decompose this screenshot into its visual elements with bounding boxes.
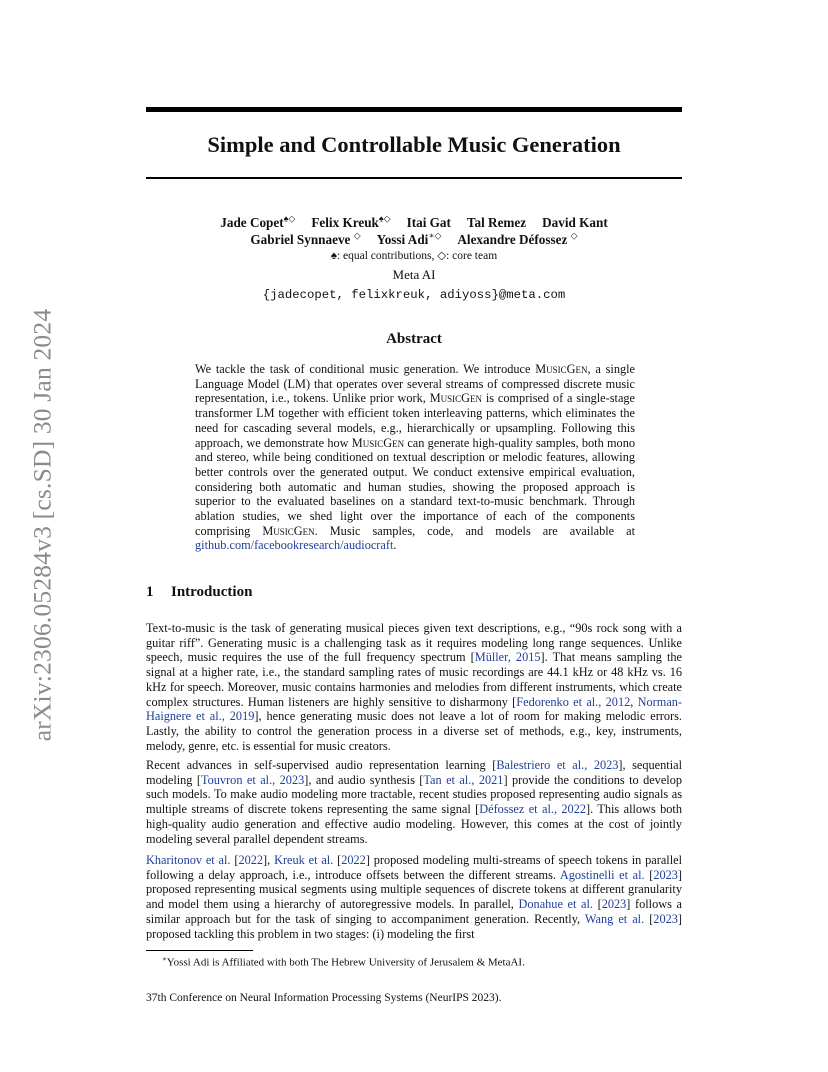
model-name: MusicGen [351,435,405,450]
citation-link[interactable]: 2023 [653,867,678,882]
intro-paragraph-2: Recent advances in self-supervised audio representation learning [Balestriero et al., 2023], sequential modeling [Touvron et al., 2023], and audio synthesis [Tan et al., 2021] provide the conditions to develop such models. To make audio modeling more tractable, recent studies proposed representing audio signals as multiple streams of discrete tokens representing the same signal [Défossez et al., 2022]. This allows both high-quality audio generation and effective audio modeling. However, this comes at the cost of jointly modeling several parallel dependent streams. [146,758,682,846]
citation-link[interactable]: Tan et al., 2021 [423,772,504,787]
paper-title: Simple and Controllable Music Generation [207,132,621,157]
abstract-heading: Abstract [386,331,442,347]
citation-link[interactable]: Défossez et al., 2022 [479,802,587,817]
title-bottom-rule [146,177,682,179]
citation-link[interactable]: 2022 [238,853,264,867]
author: David Kant [542,215,608,230]
model-name: MusicGen [429,391,483,406]
footnote-mark: ∗ [162,955,167,963]
section-number: 1 [146,584,154,600]
title-top-rule [146,107,682,112]
audiocraft-link[interactable]: github.com/facebookresearch/audiocraft [195,538,394,553]
arxiv-identifier-sidebar [22,295,62,755]
author-block [146,214,682,304]
author: Yossi Adi∗◇ [376,230,442,247]
section-heading-introduction [146,584,252,601]
author: Felix Kreuk♠◇ [311,213,391,230]
citation-link[interactable]: 2023 [601,897,627,912]
citation-link[interactable]: Müller, 2015 [474,650,541,665]
contribution-note: ♠: equal contributions, ◇: core team [330,250,498,262]
citation-link[interactable]: Kharitonov et al. [146,853,231,867]
model-name: MusicGen [262,523,315,538]
section-title: Introduction [171,584,253,600]
author-line-2 [146,231,682,248]
citation-link[interactable]: 2023 [653,911,678,926]
affiliation: Meta AI [392,267,436,282]
arxiv-identifier: arXiv:2306.05284v3 [cs.SD] 30 Jan 2024 [27,308,56,742]
author: Tal Remez [466,215,527,230]
citation-link[interactable]: Kreuk et al. [274,853,334,867]
author: Alexandre Défossez ◇ [457,230,578,247]
citation-link[interactable]: Norman-Haignere et al., 2019 [146,694,683,724]
footnote: ∗Yossi Adi is Affiliated with both The Hebrew University of Jerusalem & MetaAI. [162,955,525,969]
citation-link[interactable]: Fedorenko et al., 2012 [516,694,631,709]
intro-paragraph-3: Kharitonov et al. [2022], Kreuk et al. [2022] proposed modeling multi-streams of speech tokens in parallel following a delay approach, i.e., introduce offsets between the different streams. Agostinelli et al. [2023] proposed representing musical segments using multiple sequences of discrete tokens at different granularity and model them using a hierarchy of autoregressive models. In parallel, Donahue et al. [2023] follows a similar approach but for the task of singing to accompaniment generation. Recently, Wang et al. [2023] proposed tackling this problem in two stages: (i) modeling the first [146,853,683,941]
citation-link[interactable]: Agostinelli et al. [559,867,645,882]
citation-link[interactable]: Touvron et al., 2023 [200,772,305,787]
author: Gabriel Synnaeve ◇ [250,230,361,247]
citation-link[interactable]: 2022 [341,853,366,867]
abstract-text: We tackle the task of conditional music generation. We introduce MusicGen, a single Language Model (LM) that operates over several streams of compressed discrete music representation, i.e., tokens. Unlike prior work, MusicGen is comprised of a single-stage transformer LM together with efficient token interleaving patterns, which eliminates the need for cascading several models, e.g., hierarchically or upsampling. Following this approach, we demonstrate how MusicGen can generate high-quality samples, both mono and stereo, while being conditioned on textual description or melodic features, allowing better controls over the generated output. We conduct extensive empirical evaluation, considering both automatic and human studies, showing the proposed approach is superior to the evaluated baselines on a standard text-to-music benchmark. Through ablation studies, we shed light over the importance of each of the components comprising MusicGen. Music samples, code, and models are available at github.com/facebookresearch/audiocraft. [195,362,636,553]
model-name: MusicGen [535,362,588,376]
conference-note: 37th Conference on Neural Information Processing Systems (NeurIPS 2023). [146,992,502,1004]
citation-link[interactable]: Donahue et al. [518,897,593,912]
author: Itai Gat [406,215,451,230]
author-email: {jadecopet, felixkreuk, adiyoss}@meta.com [262,288,566,302]
author: Jade Copet♠◇ [220,213,296,230]
citation-link[interactable]: Balestriero et al., 2023 [496,758,619,772]
citation-link[interactable]: Wang et al. [584,911,645,926]
intro-paragraph-1: Text-to-music is the task of generating musical pieces given text descriptions, e.g., “90s rock song with a guitar riff”. Generating music is a challenging task as it requires modeling long range sequences. Unlike speech, music requires the use of the full frequency spectrum [Müller, 2015]. That means sampling the signal at a higher rate, i.e., the standard sampling rates of music recordings are 44.1 kHz or 48 kHz vs. 16 kHz for speech. Moreover, music contains harmonies and melodies from different instruments, which create complex structures. Human listeners are highly sensitive to disharmony [Fedorenko et al., 2012, Norman-Haignere et al., 2019], hence generating music does not leave a lot of room for making melodic errors. Lastly, the ability to control the generation process in a diverse set of methods, e.g., key, instruments, melody, genre, etc. is essential for music creators. [146,621,683,753]
author-line-1 [146,214,682,231]
footnote-rule [146,950,253,951]
